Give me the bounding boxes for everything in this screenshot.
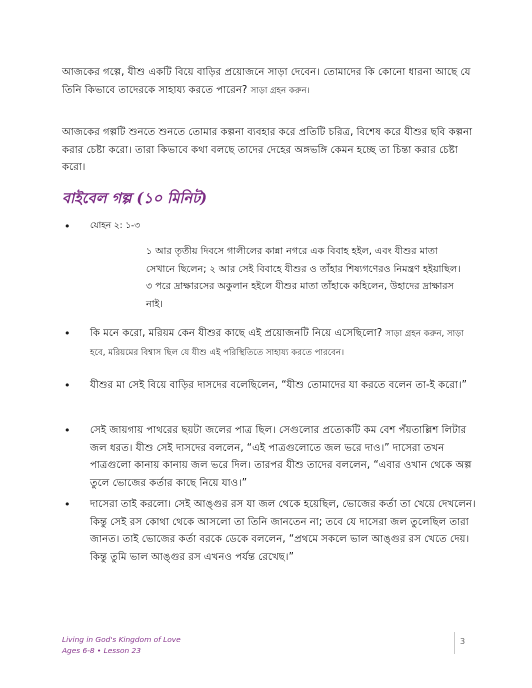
intro-paragraph-1 — [62, 64, 476, 100]
bullet-icon: • — [64, 379, 71, 392]
bullet-icon: • — [64, 327, 71, 340]
list-item-text: দাসেরা তাই করলো। সেই আঙ্গুর রস যা জল থেকে হয়েছিল, ভোজের কর্তা তা খেয়ে দেখলেন। কিন্তু সেই রস কোথা থেকে আসলো তা তিনি জানতেন না; তবে যে দাসেরা জল তুলেছিল তারা জানত। তাই ভোজের কর্তা বরকে ডেকে বললেন, “প্রথমে সকলে ভাল আঙ্গুর রস খেতে দেয়। কিন্তু তুমি ভাল আঙ্গুর রস এখনও পর্যন্ত রেখেছ।” — [90, 499, 476, 563]
scripture-quote: ১ আর তৃতীয় দিবসে গালীলের কান্না নগরে এক বিবাহ হইল, এবং যীশুর মাতা সেখানে ছিলেন; ২ আর সেই বিবাহে যীশুর ও তাঁহার শিষ্যগণেরও নিমন্ত্রণ হইয়াছিল। ৩ পরে দ্রাক্ষারসের অকুলান হইলে যীশুর মাতা তাঁহাকে কহিলেন, উহাদের দ্রাক্ষারস নাই। — [146, 246, 461, 310]
page-number: 3 — [460, 637, 466, 646]
list-item-text: যীশুর মা সেই বিয়ে বাড়ির দাসদের বলেছিলেন, “যীশু তোমাদের যা করতে বলেন তা-ই করো।” — [90, 380, 467, 391]
scripture-reference-item — [62, 218, 476, 236]
footer-title: Living in God's Kingdom of Love — [62, 635, 181, 644]
list-item-text — [90, 325, 476, 362]
bullet-icon: • — [64, 220, 71, 233]
bullet-icon: • — [64, 498, 71, 511]
footer-divider — [454, 632, 455, 654]
list-item — [62, 496, 476, 566]
intro-paragraph-1-text: আজকের গল্পে, যীশু একটি বিয়ে বাড়ির প্রয়োজনে সাড়া দেবেন। তোমাদের কি কোনো ধারনা আছে যে তিনি কিভাবে তাদেরকে সাহায্য করতে পারেন? — [62, 67, 471, 96]
list-item-text: সেই জায়গায় পাথরের ছয়টা জলের পাত্র ছিল। সেগুলোর প্রত্যেকটি কম বেশ পঁয়তাল্লিশ লিটার জল ধরত। যীশু সেই দাসদের বললেন, “এই পাত্রগুলোতে জল ভরে দাও।” দাসেরা তখন পাত্রগুলো কানায় কানায় জল ভরে দিল। তারপর যীশু তাদের বললেন, “এবার ওখান থেকে অল্প তুলে ভোজের কর্তার কাছে নিয়ে যাও।” — [90, 425, 472, 489]
scripture-reference: যোহন ২: ১-৩ — [90, 221, 140, 231]
list-item — [62, 325, 476, 362]
list-item-note: সাড়া গ্রহন করুন, সাড়া হবে, মরিয়মের বিশ্বাস ছিল যে যীশু এই পরিস্থিতিতে সাহায্য করতে পারবেন। — [90, 329, 464, 358]
intro-paragraph-1-note: সাড়া গ্রহন করুন। — [250, 85, 310, 96]
list-item-main: কি মনে করো, মরিয়ম কেন যীশুর কাছে এই প্রয়োজনটি নিয়ে এসেছিলো? — [90, 328, 383, 339]
bullet-icon: • — [64, 424, 71, 437]
section-title: বাইবেল গল্প (১০ মিনিট) — [62, 190, 207, 207]
list-item — [62, 422, 476, 492]
page-footer — [62, 634, 181, 656]
list-item — [62, 377, 476, 395]
intro-paragraph-2: আজকের গল্পটি শুনতে শুনতে তোমার কল্পনা ব্যবহার করে প্রতিটি চরিত্র, বিশেষ করে যীশুর ছবি কল্পনা করার চেষ্টা করো। তারা কিভাবে কথা বলছে তাদের দেহের অঙ্গভঙ্গি কেমন হচ্ছে তা চিন্তা করার চেষ্টা করো। — [62, 127, 473, 173]
footer-subtitle: Ages 6-8 • Lesson 23 — [62, 646, 141, 655]
